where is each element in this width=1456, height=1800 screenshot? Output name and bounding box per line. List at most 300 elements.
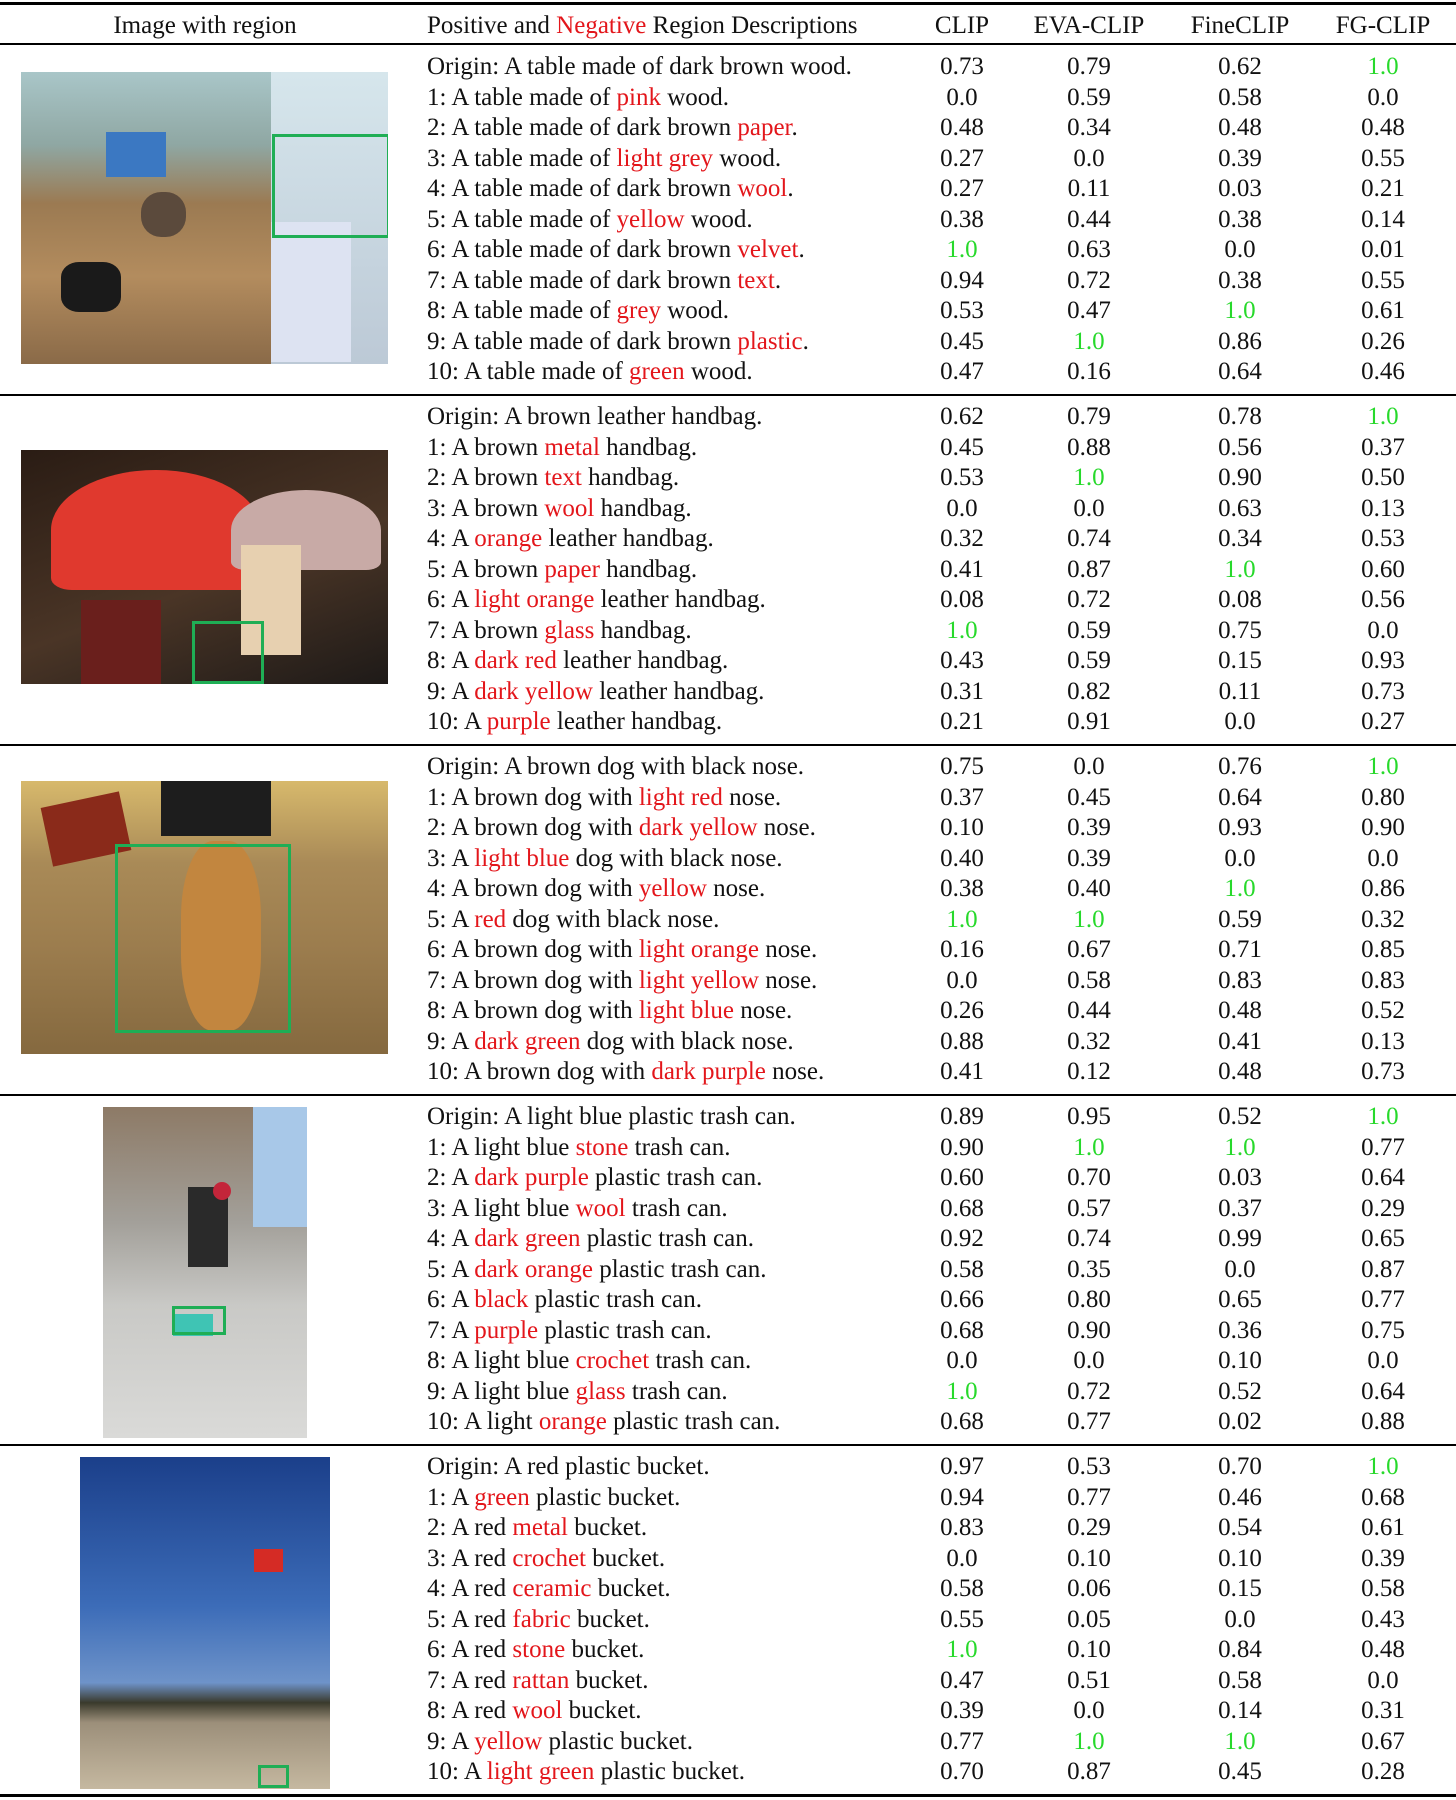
header-rule — [0, 43, 1456, 45]
score-eva-clip: 0.34 — [1067, 114, 1111, 141]
score-eva-clip: 0.35 — [1067, 1255, 1111, 1283]
description-text: 9: A — [427, 1727, 475, 1755]
description — [427, 266, 781, 297]
group-separator — [0, 394, 1456, 396]
description-text: 10: A — [427, 1758, 487, 1785]
score-clip: 0.58 — [940, 1575, 984, 1602]
negative-word: yellow — [638, 875, 707, 902]
description-text: 4: A — [427, 525, 475, 552]
score-fineclip: 0.38 — [1218, 266, 1262, 294]
description-text: 9: A — [427, 1027, 475, 1055]
negative-word: light green — [486, 1758, 595, 1785]
description — [427, 935, 817, 966]
description-text: 2: A brown dog with — [427, 814, 639, 841]
score-eva-clip: 0.72 — [1067, 266, 1111, 294]
score-clip: 0.48 — [940, 114, 984, 141]
score-fg-clip: 0.83 — [1361, 966, 1405, 994]
score-fg-clip: 0.87 — [1361, 1255, 1405, 1283]
description-text: plastic trash can. — [528, 1286, 702, 1313]
score-fg-clip: 1.0 — [1367, 1453, 1399, 1480]
score-clip: 0.45 — [940, 433, 984, 461]
score-fineclip: 0.34 — [1218, 525, 1262, 552]
score-fineclip: 0.64 — [1218, 783, 1262, 811]
description — [427, 874, 765, 905]
negative-word: yellow — [474, 1727, 543, 1755]
score-fineclip: 0.90 — [1218, 464, 1262, 491]
description — [427, 905, 719, 936]
score-clip: 0.27 — [940, 144, 984, 172]
score-fineclip: 0.0 — [1224, 1255, 1256, 1283]
score-eva-clip: 0.63 — [1067, 236, 1111, 263]
description — [427, 1133, 730, 1164]
description-text: 5: A — [427, 1255, 475, 1283]
negative-word: grey — [616, 297, 661, 324]
group-separator — [0, 1094, 1456, 1096]
score-clip: 1.0 — [946, 236, 978, 263]
score-fg-clip: 1.0 — [1367, 53, 1399, 80]
description-text: 4: A red — [427, 1575, 513, 1602]
description — [427, 1727, 693, 1758]
description — [427, 1757, 745, 1788]
score-fg-clip: 1.0 — [1367, 1103, 1399, 1130]
score-fg-clip: 0.0 — [1367, 616, 1399, 644]
score-eva-clip: 0.72 — [1067, 1377, 1111, 1405]
description — [427, 327, 809, 358]
region-box — [115, 844, 291, 1033]
description — [427, 1102, 796, 1133]
score-clip: 0.83 — [940, 1514, 984, 1541]
score-clip: 0.92 — [940, 1225, 984, 1252]
score-eva-clip: 0.40 — [1067, 875, 1111, 902]
score-fg-clip: 0.64 — [1361, 1377, 1405, 1405]
score-fineclip: 0.03 — [1218, 1164, 1262, 1191]
score-clip: 0.38 — [940, 875, 984, 902]
score-clip: 0.68 — [940, 1194, 984, 1222]
description — [427, 783, 781, 814]
negative-word: stone — [575, 1133, 629, 1161]
score-fineclip: 0.56 — [1218, 433, 1262, 461]
score-eva-clip: 1.0 — [1073, 1727, 1105, 1755]
score-clip: 0.66 — [940, 1286, 984, 1313]
description-text: bucket. — [567, 1514, 648, 1541]
negative-word: wool — [512, 1697, 563, 1724]
description-text: 2: A red — [427, 1514, 513, 1541]
description-text: 5: A — [427, 905, 475, 933]
negative-word: stone — [512, 1636, 566, 1663]
score-eva-clip: 0.44 — [1067, 997, 1111, 1024]
description-text: 1: A light blue — [427, 1133, 576, 1161]
score-clip: 1.0 — [946, 1377, 978, 1405]
description-text: . — [774, 266, 782, 294]
score-clip: 0.37 — [940, 783, 984, 811]
score-fg-clip: 0.90 — [1361, 814, 1405, 841]
score-clip: 0.41 — [940, 555, 984, 583]
description-text: Origin: A red plastic bucket. — [427, 1453, 710, 1480]
description-text: 7: A brown — [427, 616, 545, 644]
score-clip: 0.39 — [940, 1697, 984, 1724]
negative-word: light orange — [474, 586, 595, 613]
description — [427, 555, 697, 586]
score-clip: 0.26 — [940, 997, 984, 1024]
negative-word: dark yellow — [638, 814, 758, 841]
description — [427, 844, 783, 875]
score-fineclip: 1.0 — [1224, 1133, 1256, 1161]
description-text: 2: A table made of dark brown — [427, 114, 738, 141]
score-fg-clip: 0.61 — [1361, 297, 1405, 324]
header-fg-clip: FG-CLIP — [1335, 12, 1431, 39]
description-text: 3: A light blue — [427, 1194, 576, 1222]
description-text: 4: A — [427, 1225, 475, 1252]
score-eva-clip: 0.82 — [1067, 677, 1111, 705]
description-text: nose. — [758, 966, 818, 994]
description-text: 10: A brown dog with — [427, 1058, 652, 1085]
score-fg-clip: 0.68 — [1361, 1483, 1405, 1511]
description-text: Origin: A table made of dark brown wood. — [427, 53, 852, 80]
score-eva-clip: 0.39 — [1067, 844, 1111, 872]
score-fg-clip: 0.77 — [1361, 1286, 1405, 1313]
region-box — [258, 1765, 289, 1788]
description-text: nose. — [706, 875, 766, 902]
description-text: 7: A red — [427, 1666, 513, 1694]
score-fineclip: 0.63 — [1218, 494, 1262, 522]
score-fineclip: 0.65 — [1218, 1286, 1262, 1313]
score-fineclip: 0.48 — [1218, 114, 1262, 141]
score-fg-clip: 1.0 — [1367, 403, 1399, 430]
description-text: nose. — [722, 783, 782, 811]
description-text: trash can. — [628, 1133, 731, 1161]
negative-word: paper — [737, 114, 792, 141]
description-text: leather handbag. — [556, 647, 729, 674]
score-fg-clip: 0.32 — [1361, 905, 1405, 933]
score-fineclip: 0.76 — [1218, 753, 1262, 780]
score-fineclip: 0.15 — [1218, 647, 1262, 674]
score-fineclip: 0.10 — [1218, 1347, 1262, 1374]
negative-word: dark purple — [474, 1164, 589, 1191]
score-fineclip: 1.0 — [1224, 875, 1256, 902]
score-fineclip: 0.0 — [1224, 1605, 1256, 1633]
score-fineclip: 0.10 — [1218, 1544, 1262, 1572]
score-fg-clip: 0.46 — [1361, 358, 1405, 385]
description-text: plastic trash can. — [588, 1164, 763, 1191]
negative-word: metal — [544, 433, 600, 461]
score-clip: 0.0 — [946, 494, 978, 522]
negative-word: metal — [512, 1514, 568, 1541]
score-eva-clip: 0.80 — [1067, 1286, 1111, 1313]
description-text: 7: A table made of dark brown — [427, 266, 738, 294]
score-fg-clip: 0.31 — [1361, 1697, 1405, 1724]
description — [427, 144, 781, 175]
negative-word: wool — [737, 175, 788, 202]
image-table-room — [21, 72, 388, 364]
score-eva-clip: 0.0 — [1073, 1697, 1105, 1724]
score-clip: 0.68 — [940, 1316, 984, 1344]
score-fineclip: 0.03 — [1218, 175, 1262, 202]
description-text: 8: A brown dog with — [427, 997, 639, 1024]
description-text: 8: A — [427, 647, 475, 674]
description-text: handbag. — [594, 616, 692, 644]
description-text: plastic bucket. — [594, 1758, 746, 1785]
negative-word: text — [544, 464, 582, 491]
description — [427, 966, 817, 997]
score-fg-clip: 0.0 — [1367, 844, 1399, 872]
score-eva-clip: 0.58 — [1067, 966, 1111, 994]
negative-word: dark green — [474, 1027, 581, 1055]
score-clip: 0.90 — [940, 1133, 984, 1161]
description-text: nose. — [765, 1058, 825, 1085]
score-clip: 0.38 — [940, 205, 984, 233]
description — [427, 1483, 680, 1514]
score-eva-clip: 0.57 — [1067, 1194, 1111, 1222]
score-fg-clip: 0.37 — [1361, 433, 1405, 461]
score-fineclip: 0.86 — [1218, 327, 1262, 355]
score-clip: 0.31 — [940, 677, 984, 705]
description-text: handbag. — [594, 494, 692, 522]
score-eva-clip: 0.72 — [1067, 586, 1111, 613]
description-text: handbag. — [599, 433, 698, 461]
score-fineclip: 0.52 — [1218, 1103, 1262, 1130]
description-text: 8: A light blue — [427, 1347, 576, 1374]
score-fg-clip: 0.0 — [1367, 1347, 1399, 1374]
description — [427, 813, 816, 844]
description-text: Origin: A brown dog with black nose. — [427, 753, 805, 780]
description — [427, 1285, 702, 1316]
score-eva-clip: 0.0 — [1073, 1347, 1105, 1374]
score-fineclip: 0.54 — [1218, 1514, 1262, 1541]
score-fg-clip: 0.64 — [1361, 1164, 1405, 1191]
negative-word: orange — [474, 525, 543, 552]
score-eva-clip: 0.79 — [1067, 403, 1111, 430]
header-clip: CLIP — [934, 12, 990, 39]
score-eva-clip: 1.0 — [1073, 905, 1105, 933]
negative-word: black — [474, 1286, 529, 1313]
top-rule — [0, 2, 1456, 5]
score-eva-clip: 0.10 — [1067, 1544, 1111, 1572]
score-eva-clip: 0.53 — [1067, 1453, 1111, 1480]
description — [427, 52, 852, 83]
negative-word: green — [629, 358, 685, 385]
description-text: Origin: A light blue plastic trash can. — [427, 1103, 796, 1130]
score-eva-clip: 0.87 — [1067, 1758, 1111, 1785]
description-text: plastic trash can. — [538, 1316, 712, 1344]
description-text: wood. — [684, 358, 753, 385]
score-fg-clip: 0.60 — [1361, 555, 1405, 583]
score-eva-clip: 0.10 — [1067, 1636, 1111, 1663]
description — [427, 1452, 710, 1483]
description — [427, 1224, 754, 1255]
description-text: 5: A red — [427, 1605, 513, 1633]
score-fg-clip: 0.88 — [1361, 1408, 1405, 1435]
score-fineclip: 0.93 — [1218, 814, 1262, 841]
score-clip: 0.58 — [940, 1255, 984, 1283]
description-text: 10: A — [427, 708, 487, 735]
score-fg-clip: 0.56 — [1361, 586, 1405, 613]
description — [427, 677, 764, 708]
score-fg-clip: 0.77 — [1361, 1133, 1405, 1161]
score-fineclip: 1.0 — [1224, 1727, 1256, 1755]
score-fineclip: 0.58 — [1218, 1666, 1262, 1694]
score-fg-clip: 0.48 — [1361, 114, 1405, 141]
description-text: 3: A red — [427, 1544, 513, 1572]
score-fg-clip: 0.39 — [1361, 1544, 1405, 1572]
description-text: leather handbag. — [550, 708, 723, 735]
description — [427, 707, 722, 738]
description-text: bucket. — [562, 1697, 642, 1724]
score-fineclip: 0.15 — [1218, 1575, 1262, 1602]
score-fineclip: 0.48 — [1218, 1058, 1262, 1085]
description-text: bucket. — [591, 1575, 671, 1602]
description-text: 6: A brown dog with — [427, 936, 639, 963]
score-fg-clip: 0.48 — [1361, 1636, 1405, 1663]
description — [427, 1635, 644, 1666]
description — [427, 357, 753, 388]
score-fg-clip: 0.13 — [1361, 1027, 1405, 1055]
description — [427, 1605, 650, 1636]
negative-word: light yellow — [638, 966, 759, 994]
score-eva-clip: 0.74 — [1067, 525, 1111, 552]
score-fg-clip: 0.86 — [1361, 875, 1405, 902]
negative-word: wool — [575, 1194, 626, 1222]
score-clip: 1.0 — [946, 1636, 978, 1663]
description — [427, 1513, 647, 1544]
score-fineclip: 0.41 — [1218, 1027, 1262, 1055]
score-fg-clip: 0.55 — [1361, 144, 1405, 172]
description-text: 1: A brown — [427, 433, 545, 461]
negative-word: dark orange — [474, 1255, 593, 1283]
description — [427, 1346, 751, 1377]
description-text: plastic trash can. — [606, 1408, 781, 1435]
score-eva-clip: 0.06 — [1067, 1575, 1111, 1602]
header-fineclip: FineCLIP — [1190, 12, 1290, 39]
description-text: trash can. — [625, 1194, 728, 1222]
header-desc-col — [427, 8, 858, 44]
description-text: 4: A table made of dark brown — [427, 175, 738, 202]
description-text: leather handbag. — [542, 525, 714, 552]
score-eva-clip: 0.29 — [1067, 1514, 1111, 1541]
description-text: wood. — [713, 144, 782, 172]
region-box — [192, 621, 264, 684]
negative-word: plastic — [737, 327, 803, 355]
description-text: plastic bucket. — [529, 1483, 681, 1511]
score-fineclip: 0.58 — [1218, 83, 1262, 111]
negative-word: purple — [474, 1316, 539, 1344]
score-fineclip: 0.99 — [1218, 1225, 1262, 1252]
score-fg-clip: 0.29 — [1361, 1194, 1405, 1222]
score-clip: 0.53 — [940, 464, 984, 491]
score-clip: 0.0 — [946, 966, 978, 994]
score-clip: 0.41 — [940, 1058, 984, 1085]
description-text: 2: A brown — [427, 464, 545, 491]
negative-word: glass — [544, 616, 595, 644]
negative-word: dark green — [474, 1225, 581, 1252]
score-eva-clip: 0.91 — [1067, 708, 1111, 735]
score-fineclip: 1.0 — [1224, 555, 1256, 583]
score-fineclip: 0.0 — [1224, 844, 1256, 872]
score-clip: 0.94 — [940, 1483, 984, 1511]
negative-word: text — [737, 266, 775, 294]
score-fg-clip: 0.73 — [1361, 677, 1405, 705]
score-eva-clip: 0.70 — [1067, 1164, 1111, 1191]
score-fg-clip: 0.75 — [1361, 1316, 1405, 1344]
description — [427, 585, 766, 616]
description — [427, 1377, 728, 1408]
negative-word: light orange — [638, 936, 759, 963]
score-clip: 0.16 — [940, 936, 984, 963]
description — [427, 996, 792, 1027]
description-text: plastic bucket. — [542, 1727, 693, 1755]
image-dog-sofa — [21, 781, 388, 1054]
score-fg-clip: 0.61 — [1361, 1514, 1405, 1541]
region-box — [272, 134, 388, 238]
score-fineclip: 0.71 — [1218, 936, 1262, 963]
description-text: dog with black nose. — [569, 844, 783, 872]
score-fineclip: 0.45 — [1218, 1758, 1262, 1785]
score-fg-clip: 0.67 — [1361, 1727, 1405, 1755]
description-text: handbag. — [581, 464, 680, 491]
negative-word: light red — [638, 783, 723, 811]
score-fineclip: 0.02 — [1218, 1408, 1262, 1435]
score-clip: 0.70 — [940, 1758, 984, 1785]
score-clip: 0.53 — [940, 297, 984, 324]
negative-word: purple — [486, 708, 551, 735]
score-fineclip: 1.0 — [1224, 297, 1256, 324]
description — [427, 113, 798, 144]
description-text: 3: A table made of — [427, 144, 617, 172]
description — [427, 1163, 762, 1194]
header-eva-clip: EVA-CLIP — [1033, 12, 1145, 39]
score-eva-clip: 0.90 — [1067, 1316, 1111, 1344]
description-text: bucket. — [570, 1605, 650, 1633]
negative-word: light grey — [616, 144, 714, 172]
score-fg-clip: 0.80 — [1361, 783, 1405, 811]
description-text: nose. — [758, 936, 818, 963]
description-text: 10: A light — [427, 1408, 539, 1435]
score-clip: 0.45 — [940, 327, 984, 355]
score-fg-clip: 0.58 — [1361, 1575, 1405, 1602]
description-text: 1: A table made of — [427, 83, 617, 111]
description-text: 3: A brown — [427, 494, 545, 522]
score-fineclip: 0.08 — [1218, 586, 1262, 613]
score-eva-clip: 0.32 — [1067, 1027, 1111, 1055]
score-clip: 0.40 — [940, 844, 984, 872]
score-fg-clip: 0.73 — [1361, 1058, 1405, 1085]
description-text: dog with black nose. — [506, 905, 720, 933]
description-text: 3: A — [427, 844, 475, 872]
score-clip: 0.0 — [946, 1544, 978, 1572]
description-text: 9: A table made of dark brown — [427, 327, 738, 355]
score-fineclip: 0.64 — [1218, 358, 1262, 385]
description-text: 2: A — [427, 1164, 475, 1191]
negative-word: wool — [544, 494, 595, 522]
score-fineclip: 0.38 — [1218, 205, 1262, 233]
negative-word: paper — [544, 555, 600, 583]
score-fineclip: 0.75 — [1218, 616, 1262, 644]
description-text: . — [787, 175, 794, 202]
description-text: leather handbag. — [592, 677, 765, 705]
description-text: 6: A — [427, 586, 475, 613]
description — [427, 752, 804, 783]
score-fg-clip: 0.93 — [1361, 647, 1405, 674]
header-desc-suffix: Region Descriptions — [646, 12, 858, 39]
score-clip: 0.89 — [940, 1103, 984, 1130]
header-desc-negative: Negative — [556, 12, 647, 39]
description — [427, 494, 692, 525]
score-fg-clip: 0.55 — [1361, 266, 1405, 294]
score-eva-clip: 0.0 — [1073, 144, 1105, 172]
bottom-rule — [0, 1794, 1456, 1797]
description — [427, 174, 794, 205]
score-fineclip: 0.84 — [1218, 1636, 1262, 1663]
score-fineclip: 0.48 — [1218, 997, 1262, 1024]
